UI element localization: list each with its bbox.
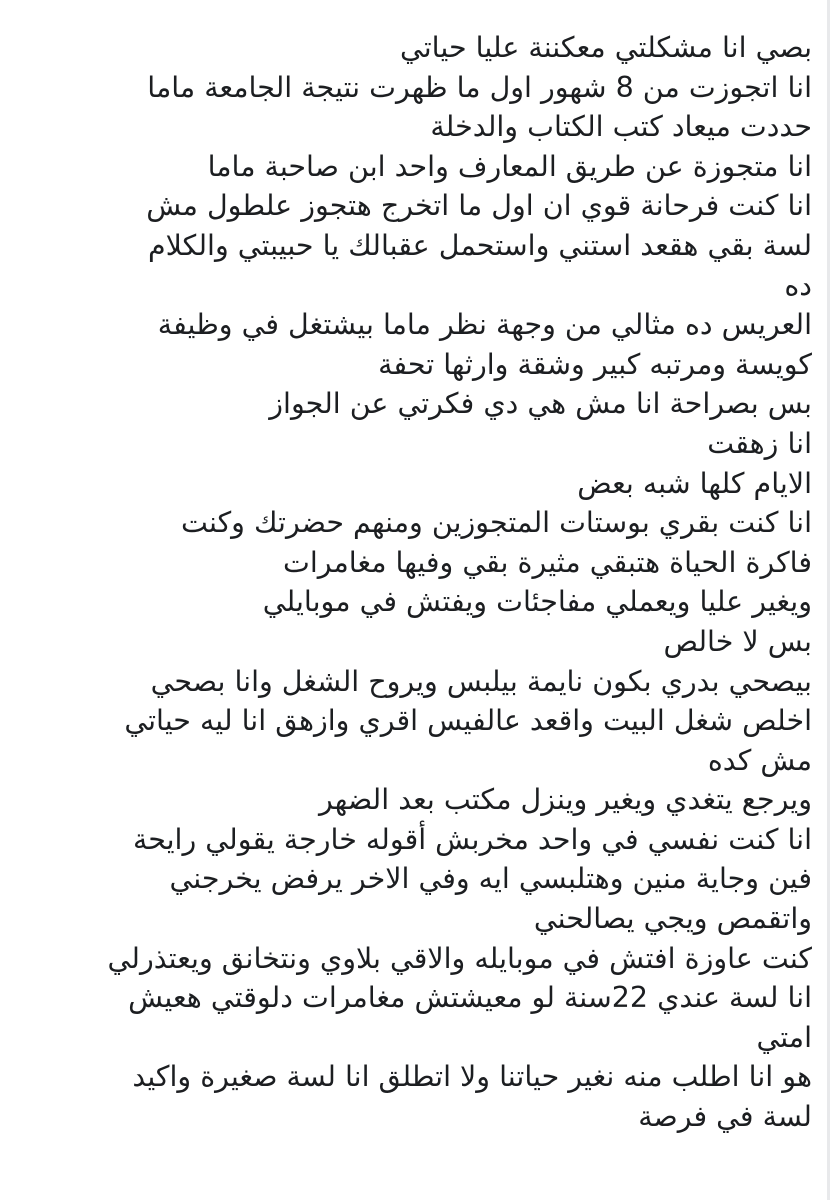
post-line: انا زهقت [707, 426, 812, 460]
post-line: امتي [756, 1020, 812, 1054]
post-line: اخلص شغل البيت واقعد عالفيس اقري وازهق انا ليه حياتي [124, 704, 812, 738]
post-line: مش كده [707, 743, 812, 777]
post-line: لسة في فرصة [638, 1100, 812, 1134]
post-line: ويرجع يتغدي ويغير وينزل مكتب بعد الضهر [318, 783, 812, 817]
post-line: انا كنت بقري بوستات المتجوزين ومنهم حضرتك وكنت [181, 506, 812, 540]
post-line: فين وجاية منين وهتلبسي ايه وفي الاخر يرفض يخرجني [169, 862, 812, 896]
post-line: كويسة ومرتبه كبير وشقة وارثها تحفة [378, 347, 812, 381]
post-line: بس بصراحة انا مش هي دي فكرتي عن الجواز [269, 387, 812, 421]
post-line: انا لسة عندي 22سنة لو معيشتش مغامرات دلوقتي هعيش [128, 981, 812, 1015]
post-line: انا كنت نفسي في واحد مخربش أقوله خارجة يقولي رايحة [132, 822, 812, 856]
post-line: الايام كلها شبه بعض [577, 466, 812, 500]
post-line: العريس ده مثالي من وجهة نظر ماما بيشتغل في وظيفة [157, 308, 812, 342]
post-line: بس لا خالص [663, 624, 812, 658]
post-line: بصي انا مشكلتي معكننة عليا حياتي [400, 31, 812, 64]
post-line: ويغير عليا ويعملي مفاجئات ويفتش في موبايلي [262, 585, 812, 619]
post-line: حددت ميعاد كتب الكتاب والدخلة [430, 110, 812, 144]
post-text [18, 28, 812, 1137]
post-line: لسة بقي هقعد استني واستحمل عقبالك يا حبيبتي والكلام [147, 228, 812, 262]
post-line: انا متجوزة عن طريق المعارف واحد ابن صاحبة ماما [207, 149, 812, 183]
post-line: هو انا اطلب منه نغير حياتنا ولا اتطلق انا لسة صغيرة واكيد [132, 1060, 812, 1094]
post-line: انا اتجوزت من 8 شهور اول ما ظهرت نتيجة الجامعة ماما [147, 70, 812, 104]
post-line: كنت عاوزة افتش في موبايله والاقي بلاوي ونتخانق ويعتذرلي [107, 941, 812, 975]
post-line: فاكرة الحياة هتبقي مثيرة بقي وفيها مغامرات [283, 545, 812, 579]
post-line: انا كنت فرحانة قوي ان اول ما اتخرج هتجوز علطول مش [146, 189, 812, 223]
post-line: واتقمص ويجي يصالحني [533, 902, 812, 936]
post-line: ده [784, 268, 812, 302]
post-line: بيصحي بدري بكون نايمة بيلبس ويروح الشغل وانا بصحي [150, 664, 812, 698]
